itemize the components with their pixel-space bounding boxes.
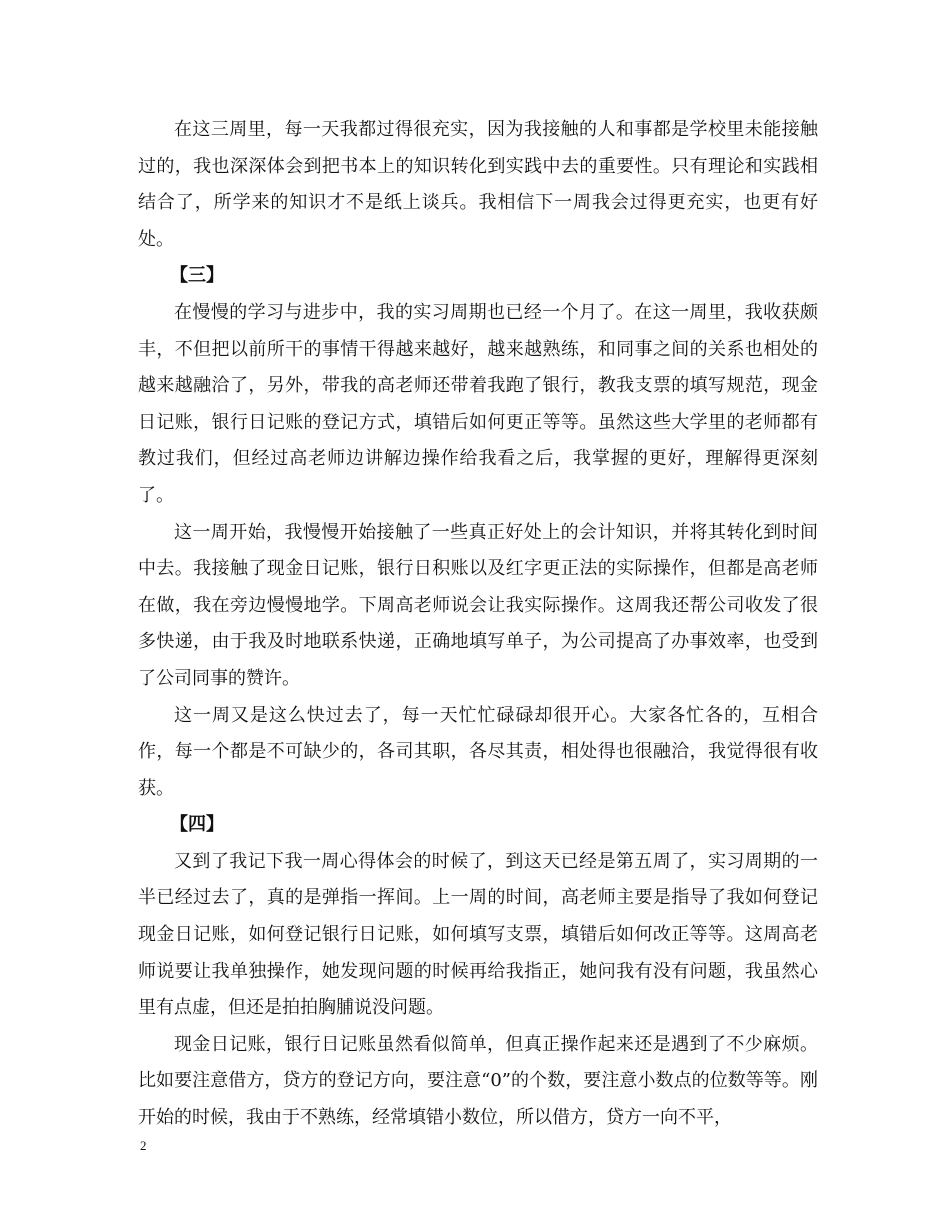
paragraph-week3-summary: 在这三周里，每一天我都过得很充实，因为我接触的人和事都是学校里未能接触过的，我也深深体会到把书本上的知识转化到实践中去的重要性。只有理论和实践相结合了，所学来的知识才不是纸上谈兵。我相信下一周我会过得更充实，也更有好处。 <box>138 119 818 250</box>
paragraph-week-recap: 这一周又是这么快过去了，每一天忙忙碌碌却很开心。大家各忙各的，互相合作，每一个都是不可缺少的，各司其职，各尽其责，相处得也很融洽，我觉得很有收获。 <box>138 704 818 799</box>
paragraph-month-progress: 在慢慢的学习与进步中，我的实习周期也已经一个月了。在这一周里，我收获颇丰，不但把以前所干的事情干得越来越好，越来越熟练，和同事之间的关系也相处的越来越融洽了，另外，带我的高老师还带着我跑了银行，教我支票的填写规范，现金日记账，银行日记账的登记方式，填错后如何更正等等。虽然这些大学里的老师都有教过我们，但经过高老师边讲解边操作给我看之后，我掌握的更好，理解得更深刻了。 <box>138 301 818 506</box>
page-body <box>138 112 818 1137</box>
section-heading-three: 【三】 <box>170 265 224 287</box>
paragraph-accounting-knowledge: 这一周开始，我慢慢开始接触了一些真正好处上的会计知识，并将其转化到时间中去。我接触了现金日记账，银行日积账以及红字更正法的实际操作，但都是高老师在做，我在旁边慢慢地学。下周高老师说会让我实际操作。这周我还帮公司收发了很多快递，由于我及时地联系快递，正确地填写单子，为公司提高了办事效率，也受到了公司同事的赞许。 <box>138 521 818 689</box>
page-number: 2 <box>140 1138 147 1153</box>
section-heading-four: 【四】 <box>170 814 224 836</box>
paragraph-ledger-difficulties: 现金日记账，银行日记账虽然看似简单，但真正操作起来还是遇到了不少麻烦。比如要注意借方，贷方的登记方向，要注意“0”的个数，要注意小数点的位数等等。刚开始的时候，我由于不熟练，经常填错小数位，所以借方，贷方一向不平， <box>138 1033 818 1129</box>
paragraph-week5-reflection: 又到了我记下我一周心得体会的时候了，到这天已经是第五周了，实习周期的一半已经过去了，真的是弹指一挥间。上一周的时间，高老师主要是指导了我如何登记现金日记账，如何登记银行日记账，如何填写支票，填错后如何改正等等。这周高老师说要让我单独操作，她发现问题的时候再给我指正，她问我有没有问题，我虽然心里有点虚，但还是拍拍胸脯说没问题。 <box>138 850 818 1019</box>
